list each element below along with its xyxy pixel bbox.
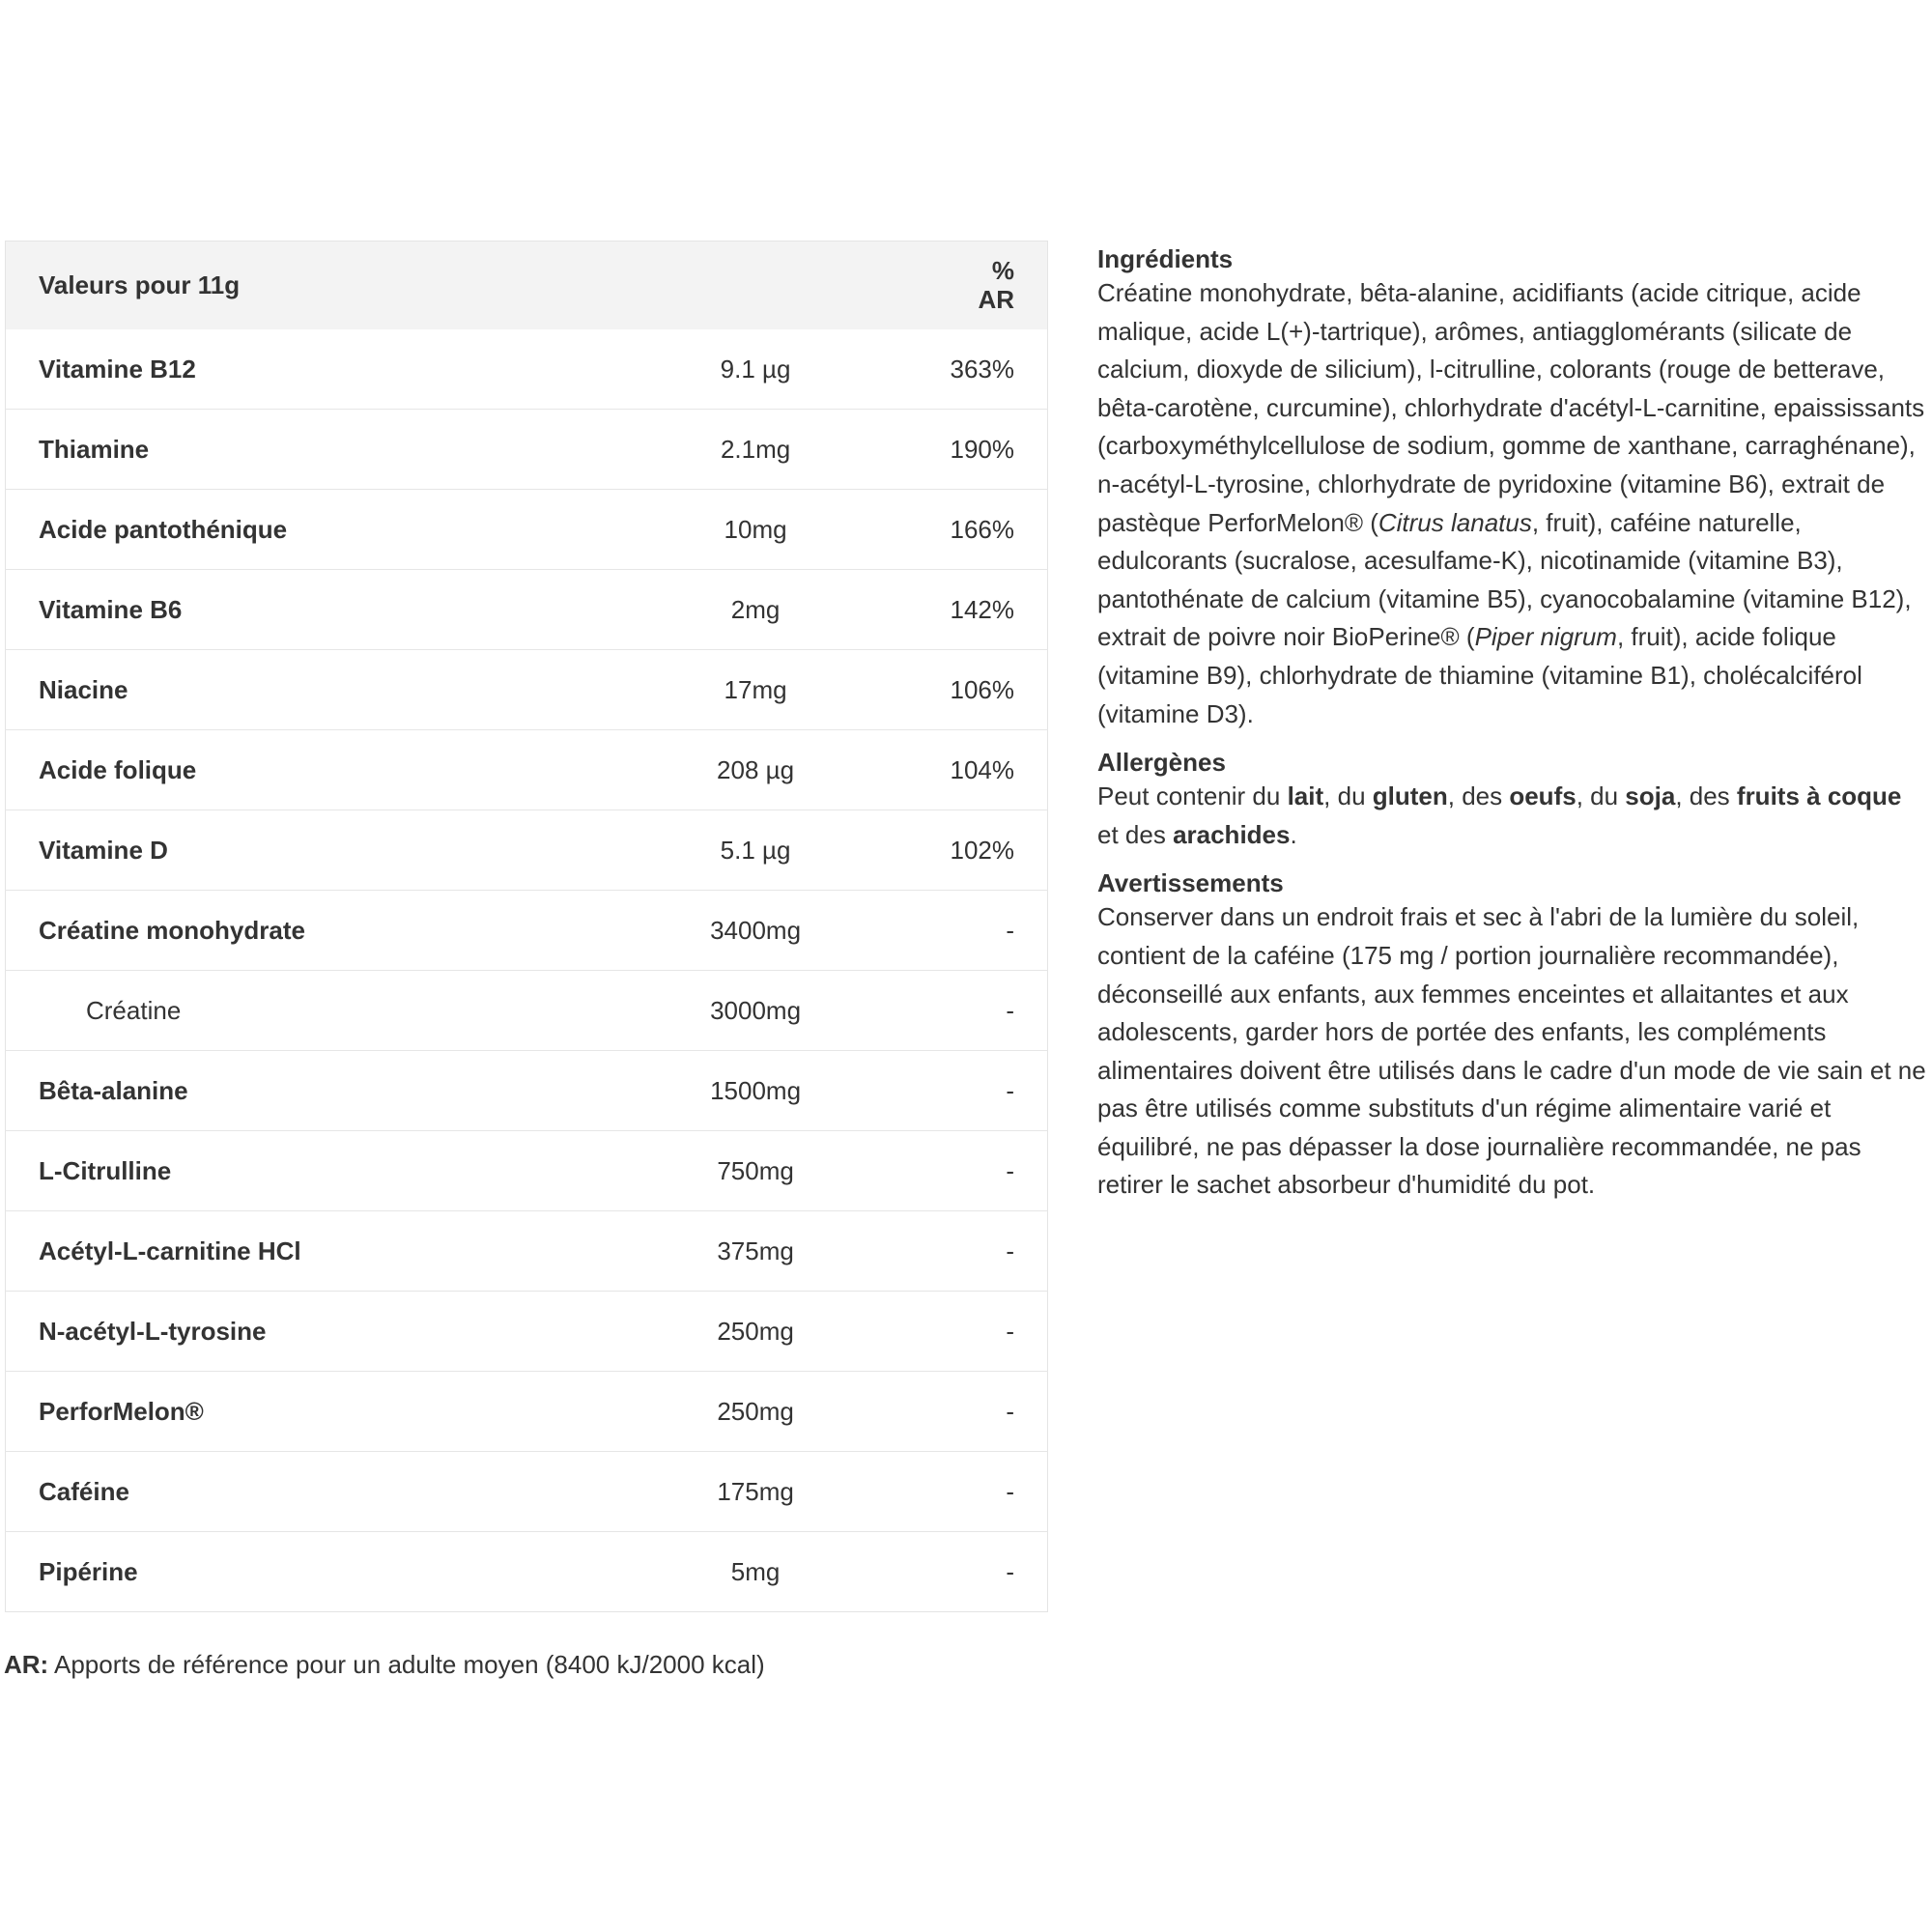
nutrient-name: Acide folique [39, 755, 197, 784]
nutrient-ar: - [1006, 1317, 1014, 1346]
nutrient-amount: 9.1 µg [720, 354, 791, 384]
nutrient-amount: 208 µg [717, 755, 795, 784]
header-ar: % AR [978, 256, 1014, 315]
nutrient-ar: - [1006, 1076, 1014, 1105]
table-row [6, 1131, 1048, 1211]
footnote-label: AR: [4, 1650, 49, 1679]
nutrient-ar: - [1006, 1557, 1014, 1586]
nutrient-name: Acide pantothénique [39, 515, 288, 544]
table-row [6, 1292, 1048, 1372]
allergen: lait [1287, 781, 1324, 811]
nutrient-name: Vitamine D [39, 836, 168, 865]
table-header-row [6, 242, 1048, 329]
allergen: arachides [1173, 819, 1291, 849]
allergens-text-part: , des [1675, 781, 1737, 811]
ingredients-text-part: , fruit), caféine naturelle, edulcorants (sucralose, acesulfame-K), nicotinamide (vitamine B3), pantothénate de calcium (vitamine B5), cyanocobalamine (vitamine B12), extrait de poivre noir BioPerine® ( [1097, 507, 1912, 652]
allergen: oeufs [1509, 781, 1577, 811]
nutrient-ar: 106% [950, 675, 1014, 704]
nutrient-name: Créatine monohydrate [39, 916, 305, 945]
table-row [6, 1211, 1048, 1292]
allergens-text [1097, 778, 1928, 854]
warnings-text: Conserver dans un endroit frais et sec à l'abri de la lumière du soleil, contient de la caféine (175 mg / portion journalière recommandée), déconseillé aux enfants, aux femmes enceintes et allaitantes et aux adolescents, garder hors de portée des enfants, les compléments alimentaires doivent être utilisés dans le cadre d'un mode de vie sain et ne pas être utilisés comme substituts d'un régime alimentaire varié et équilibré, ne pas dépasser la dose journalière recommandée, ne pas retirer le sachet absorbeur d'humidité du pot. [1097, 902, 1926, 1200]
table-row [6, 1051, 1048, 1131]
table-row [6, 971, 1048, 1051]
nutrient-name: Bêta-alanine [39, 1076, 188, 1105]
allergens-text-part: . [1290, 819, 1297, 849]
ar-footnote [4, 1648, 765, 1681]
table-row [6, 891, 1048, 971]
nutrient-name: Caféine [39, 1477, 129, 1506]
nutrient-name: Thiamine [39, 435, 150, 464]
allergens-text-part: Peut contenir du [1097, 781, 1288, 811]
table-row [6, 490, 1048, 570]
allergens-text-part: , du [1323, 781, 1373, 811]
nutrient-ar: - [1006, 1477, 1014, 1506]
nutrient-amount: 175mg [717, 1477, 794, 1506]
allergens-text-part: , des [1447, 781, 1510, 811]
allergens-text-part: , du [1576, 781, 1626, 811]
ingredients-title: Ingrédients [1097, 244, 1234, 273]
ingredients-text-part: , fruit), acide folique (vitamine B9), chlorhydrate de thiamine (vitamine B1), cholécalciférol (vitamine D3). [1097, 622, 1862, 728]
nutrient-name: Créatine [86, 996, 182, 1025]
table-row [6, 570, 1048, 650]
table-row [6, 650, 1048, 730]
nutrient-amount: 5.1 µg [720, 836, 791, 865]
nutrient-ar: 166% [950, 515, 1014, 544]
header-serving: Valeurs pour 11g [39, 270, 241, 300]
table-row [6, 329, 1048, 410]
nutrient-amount: 3400mg [710, 916, 802, 945]
table-row [6, 1532, 1048, 1612]
nutrient-amount: 250mg [717, 1397, 794, 1426]
table-row [6, 1372, 1048, 1452]
nutrient-ar: 102% [950, 836, 1014, 865]
table-row [6, 810, 1048, 891]
allergens-title: Allergènes [1097, 748, 1226, 778]
nutrient-amount: 3000mg [710, 996, 802, 1025]
nutrient-amount: 1500mg [710, 1076, 802, 1105]
nutrient-name: Vitamine B6 [39, 595, 183, 624]
nutrition-table [5, 241, 1048, 1612]
allergen: fruits à coque [1736, 781, 1902, 811]
table-row [6, 410, 1048, 490]
table-row [6, 1452, 1048, 1532]
nutrient-name: PerforMelon® [39, 1397, 204, 1426]
nutrient-name: Niacine [39, 675, 128, 704]
nutrient-amount: 250mg [717, 1317, 794, 1346]
nutrient-ar: - [1006, 996, 1014, 1025]
ingredients-latin-name: Piper nigrum [1474, 622, 1617, 652]
nutrient-amount: 17mg [724, 675, 787, 704]
nutrient-amount: 750mg [717, 1156, 794, 1185]
nutrient-ar: 363% [950, 354, 1014, 384]
nutrient-name: N-acétyl-L-tyrosine [39, 1317, 267, 1346]
allergen: soja [1625, 781, 1676, 811]
allergens-text-part: et des [1097, 819, 1174, 849]
ingredients-text-part: Créatine monohydrate, bêta-alanine, acidifiants (acide citrique, acide malique, acide L(+)-tartrique), arômes, antiagglomérants (silicate de calcium, dioxyde de silicium), l-citrulline, colorants (rouge de betterave, bêta-carotène, curcumine), chlorhydrate d'acétyl-L-carnitine, epaississants (carboxyméthylcellulose de sodium, gomme de xanthane, carraghénane), n-acétyl-L-tyrosine, chlorhydrate de pyridoxine (vitamine B6), extrait de pastèque PerforMelon® ( [1097, 278, 1925, 537]
header-amount [561, 242, 951, 329]
nutrient-name: Vitamine B12 [39, 354, 196, 384]
allergen: gluten [1372, 781, 1448, 811]
nutrient-ar: - [1006, 1397, 1014, 1426]
nutrient-ar: 104% [950, 755, 1014, 784]
product-info [1097, 243, 1928, 1218]
nutrient-amount: 10mg [724, 515, 787, 544]
nutrient-ar: - [1006, 1156, 1014, 1185]
nutrient-name: L-Citrulline [39, 1156, 172, 1185]
nutrient-name: Acétyl-L-carnitine HCl [39, 1236, 301, 1265]
nutrient-amount: 5mg [730, 1557, 781, 1586]
nutrient-amount: 2mg [730, 595, 781, 624]
nutrient-name: Pipérine [39, 1557, 138, 1586]
footnote-text: Apports de référence pour un adulte moyen (8400 kJ/2000 kcal) [48, 1650, 765, 1679]
ingredients-text [1097, 274, 1928, 733]
nutrient-amount: 375mg [717, 1236, 794, 1265]
nutrient-ar: 190% [950, 435, 1014, 464]
nutrient-ar: 142% [950, 595, 1014, 624]
ingredients-latin-name: Citrus lanatus [1378, 507, 1532, 537]
warnings-title: Avertissements [1097, 868, 1284, 898]
table-row [6, 730, 1048, 810]
nutrient-amount: 2.1mg [720, 435, 791, 464]
nutrient-ar: - [1006, 916, 1014, 945]
nutrient-ar: - [1006, 1236, 1014, 1265]
